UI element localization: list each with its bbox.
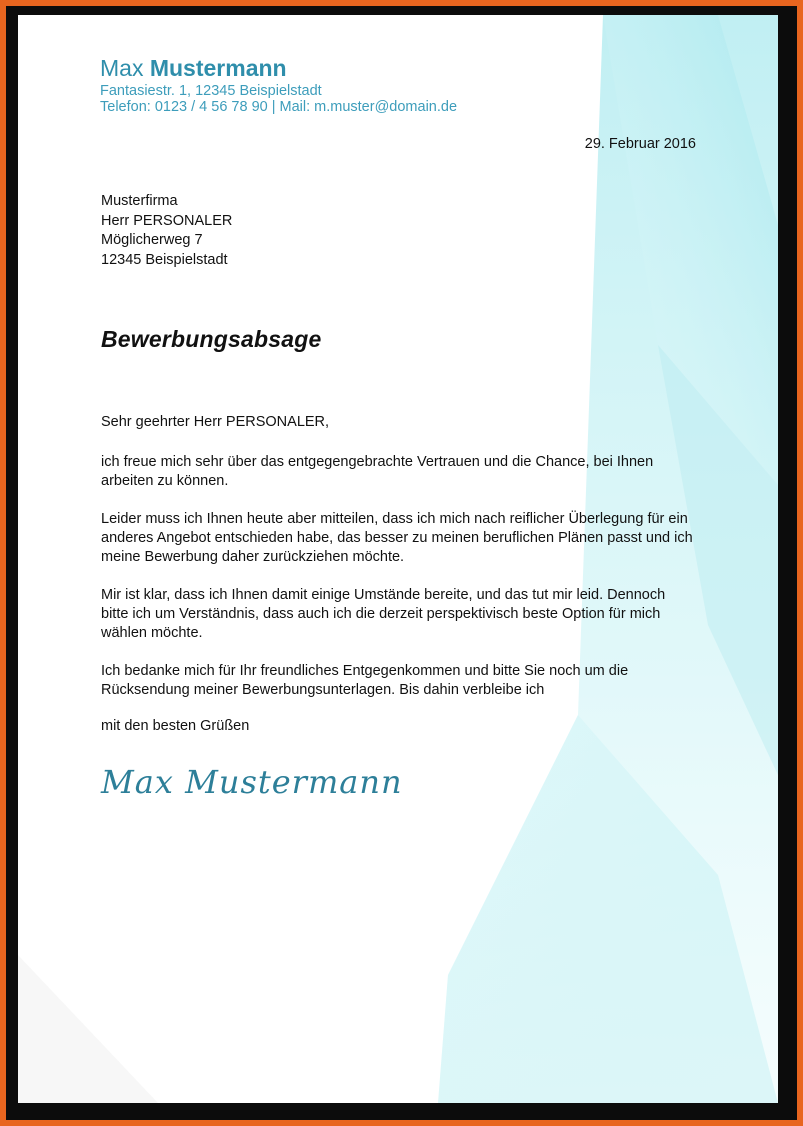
recipient-city: 12345 Beispielstadt bbox=[101, 251, 228, 268]
sender-last-name: Mustermann bbox=[149, 55, 287, 81]
recipient-person: Herr PERSONALER bbox=[101, 212, 233, 229]
sender-contact: Telefon: 0123 / 4 56 78 90 | Mail: m.muster@domain.de bbox=[100, 99, 458, 115]
recipient-company: Musterfirma bbox=[101, 193, 178, 209]
paragraph-2: Leider muss ich Ihnen heute aber mitteilen, dass ich mich nach reiflicher Überlegung für ein anderes Angebot entschieden habe, das besser zu meinen beruflichen Plänen passt und ich meine Bewerbung daher zurückziehen möchte. bbox=[101, 511, 693, 565]
letter-page bbox=[18, 15, 778, 1103]
sender-name bbox=[100, 55, 287, 82]
sender-first-name: Max bbox=[100, 55, 144, 81]
salutation: Sehr geehrter Herr PERSONALER, bbox=[101, 414, 330, 430]
closing-phrase: mit den besten Grüßen bbox=[101, 718, 250, 734]
handwritten-signature: Max Mustermann bbox=[101, 763, 403, 801]
paragraph-4: Ich bedanke mich für Ihr freundliches Entgegenkommen und bitte Sie noch um die Rücksendung meiner Bewerbungsunterlagen. Bis dahin verbleibe ich bbox=[101, 663, 629, 698]
paragraph-3: Mir ist klar, dass ich Ihnen damit einige Umstände bereite, und das tut mir leid. Dennoch bitte ich um Verständnis, dass auch ich die derzeit perspektivisch beste Option für mich wählen möchte. bbox=[101, 587, 666, 641]
recipient-street: Möglicherweg 7 bbox=[101, 232, 203, 248]
letter-date: 29. Februar 2016 bbox=[584, 136, 696, 152]
sender-address: Fantasiestr. 1, 12345 Beispielstadt bbox=[100, 83, 322, 99]
paragraph-1: ich freue mich sehr über das entgegengebrachte Vertrauen und die Chance, bei Ihnen arbeiten zu können. bbox=[101, 454, 654, 489]
recipient-address bbox=[101, 192, 232, 270]
letter-subject: Bewerbungsabsage bbox=[101, 326, 322, 352]
